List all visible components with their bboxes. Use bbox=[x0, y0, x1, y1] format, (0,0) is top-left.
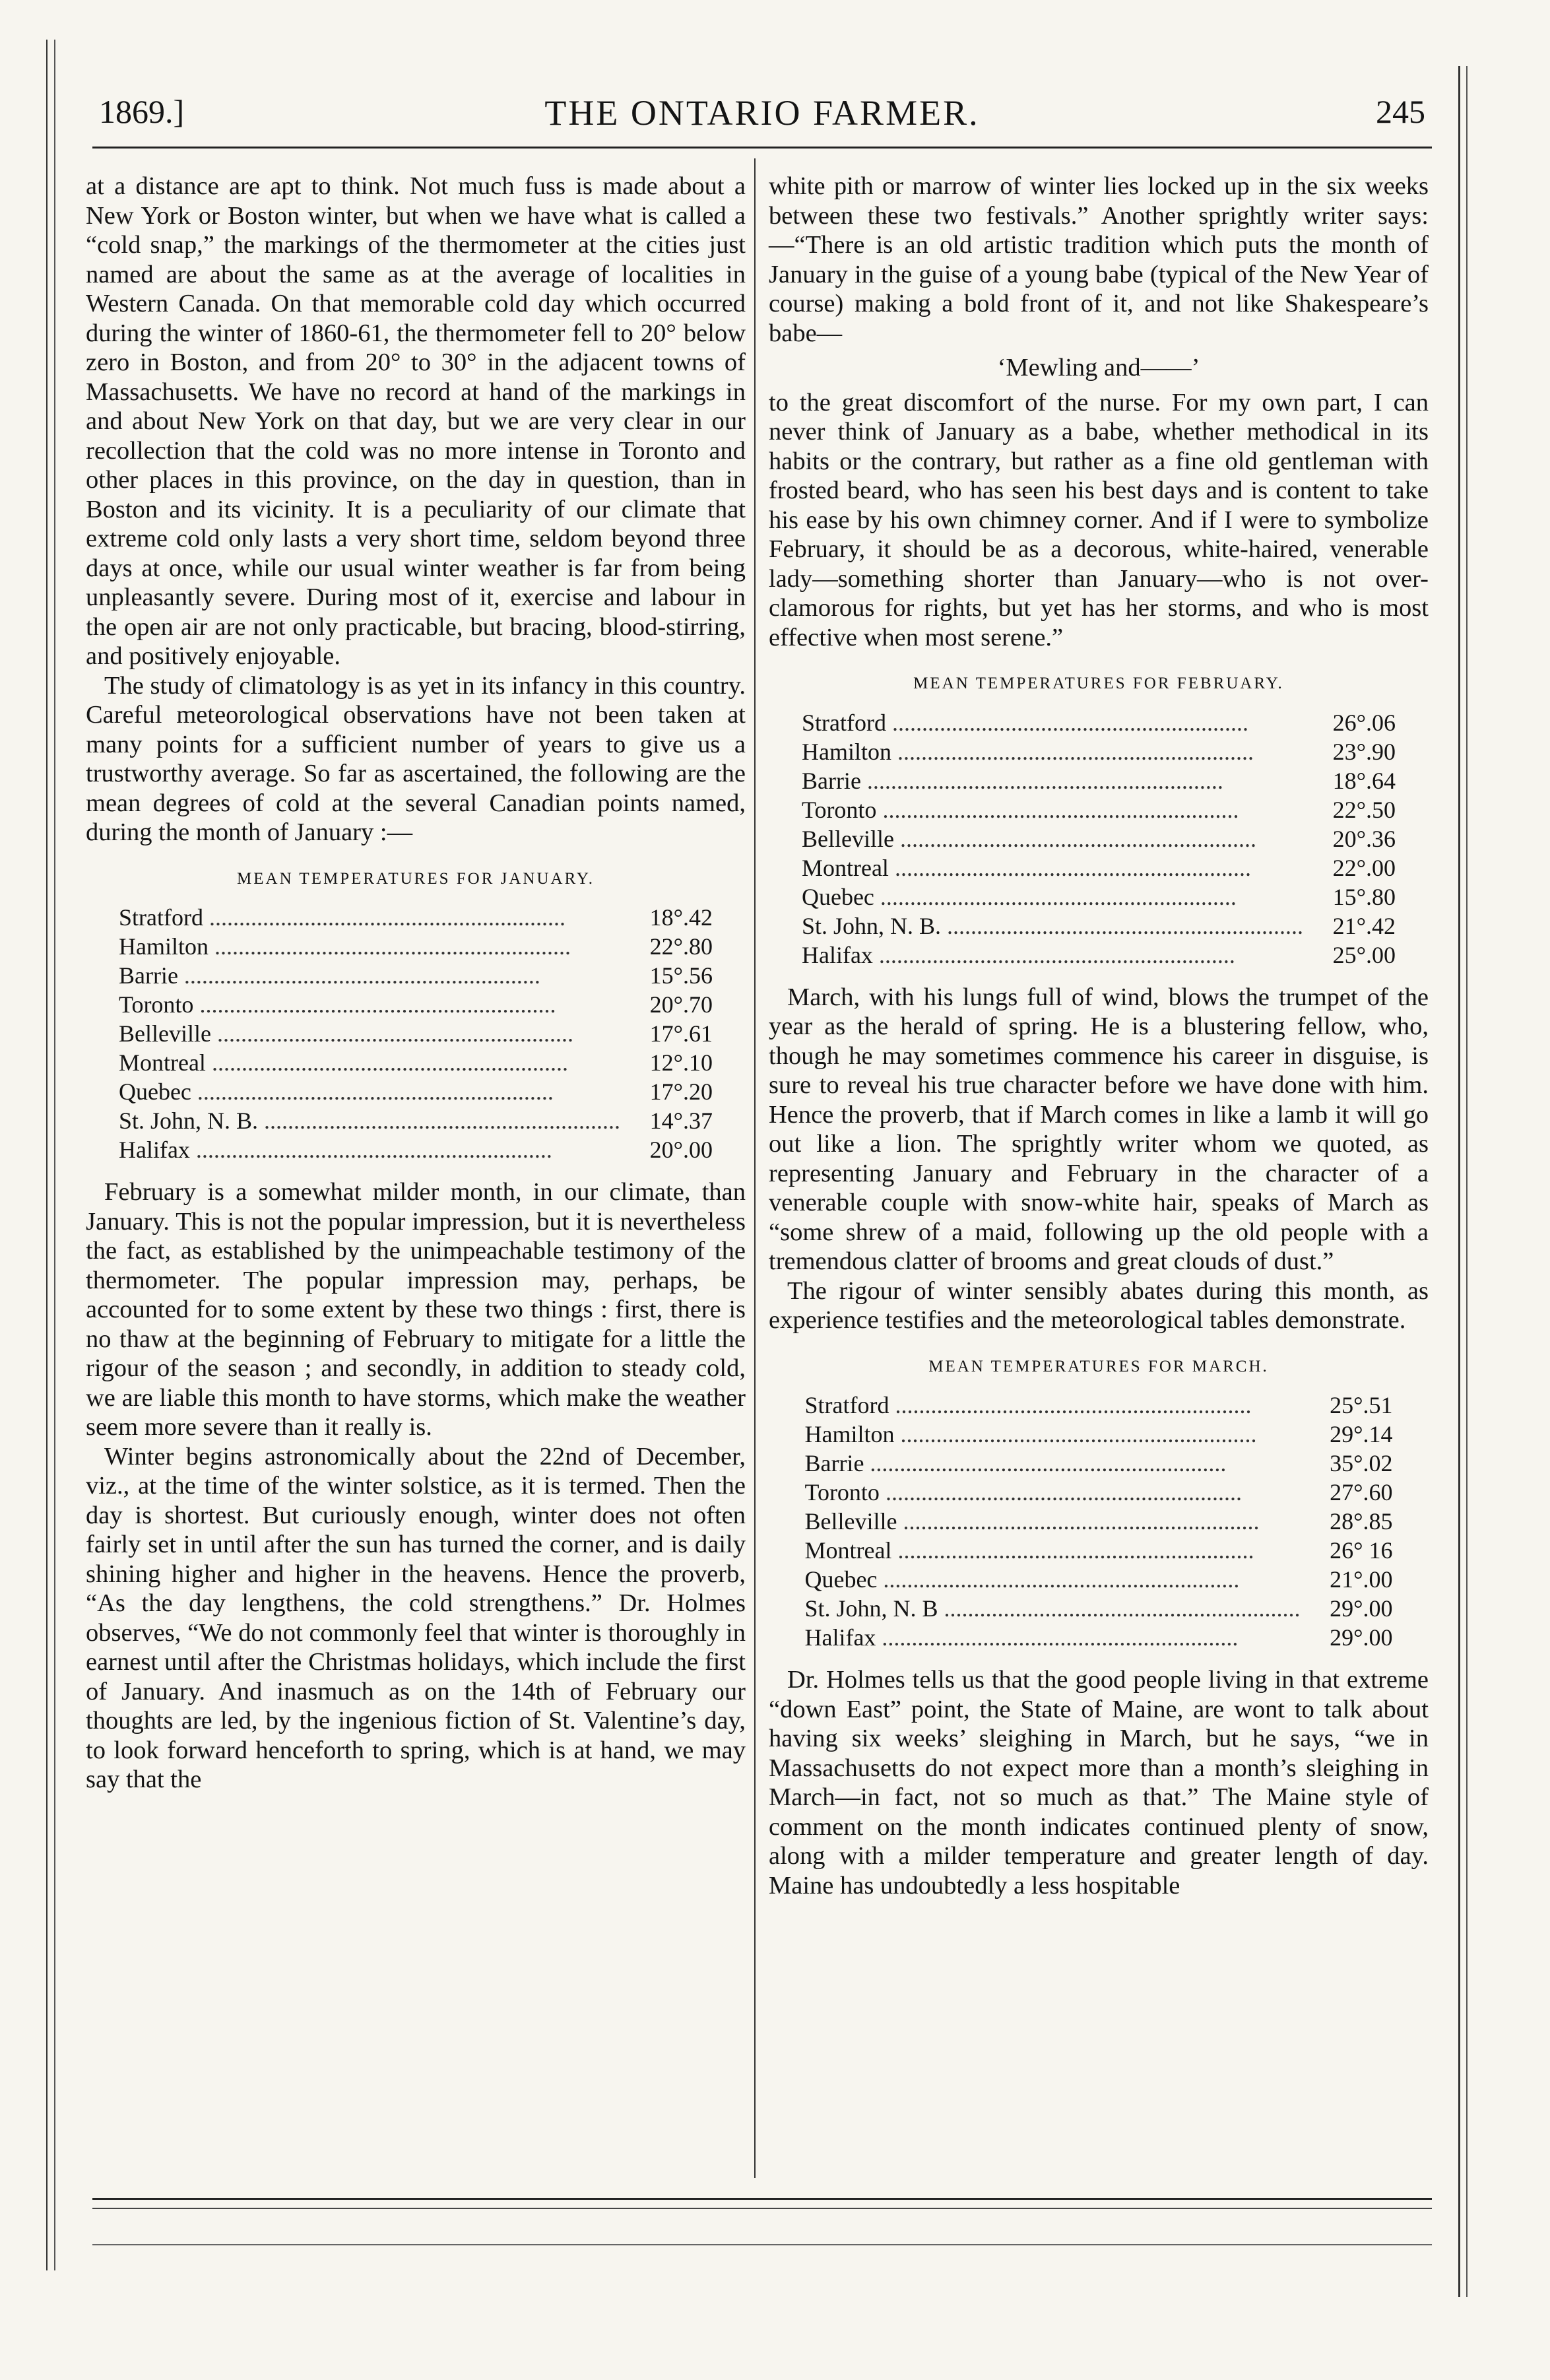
temperature-value: 15°.56 bbox=[649, 962, 713, 989]
table-row bbox=[804, 1594, 1392, 1623]
place-name: Montreal bbox=[804, 1537, 892, 1564]
leader-dots: ............................................................ bbox=[877, 1566, 1240, 1593]
footer-rule bbox=[92, 2198, 1432, 2200]
temperature-value: 25°.00 bbox=[1332, 941, 1396, 968]
temperature-value: 22°.50 bbox=[1332, 796, 1396, 823]
leader-dots: ............................................................ bbox=[941, 912, 1304, 939]
place-name: Toronto bbox=[118, 991, 194, 1018]
place-name: Belleville bbox=[118, 1020, 211, 1047]
table-row bbox=[802, 708, 1396, 737]
table-row bbox=[804, 1478, 1392, 1507]
place-cell bbox=[804, 1478, 1300, 1507]
temperature-value: 17°.61 bbox=[649, 1020, 713, 1047]
table-row bbox=[804, 1391, 1392, 1420]
leader-dots: ............................................................ bbox=[210, 1020, 573, 1047]
place-name: Montreal bbox=[801, 854, 889, 881]
table-row bbox=[802, 824, 1396, 853]
place-cell bbox=[804, 1623, 1300, 1652]
temperature-value: 27°.60 bbox=[1330, 1479, 1393, 1505]
right-column bbox=[769, 172, 1429, 1900]
temperature-value: 25°.51 bbox=[1330, 1392, 1393, 1418]
footer-rule-lower bbox=[92, 2244, 1432, 2245]
outer-rule-left bbox=[46, 40, 48, 2270]
temperature-value: 22°.80 bbox=[649, 933, 713, 960]
leader-dots: ............................................................ bbox=[189, 1137, 552, 1163]
place-cell bbox=[119, 1135, 620, 1164]
place-name: Halifax bbox=[118, 1137, 190, 1163]
place-name: Toronto bbox=[804, 1479, 880, 1505]
march-temperature-table bbox=[804, 1391, 1392, 1652]
header-rule bbox=[92, 147, 1432, 149]
february-table-title: MEAN TEMPERATURES FOR FEBRUARY. bbox=[913, 675, 1284, 692]
table-row bbox=[802, 795, 1396, 824]
place-cell bbox=[804, 1391, 1300, 1420]
leader-dots: ............................................................ bbox=[876, 1624, 1239, 1651]
place-name: Hamilton bbox=[804, 1421, 895, 1447]
place-cell bbox=[804, 1507, 1300, 1536]
table-row bbox=[804, 1507, 1392, 1536]
table-row bbox=[802, 853, 1396, 882]
table-row bbox=[802, 766, 1396, 795]
table-row bbox=[119, 1077, 713, 1106]
place-cell bbox=[804, 1449, 1300, 1478]
place-cell bbox=[119, 1106, 620, 1135]
left-paragraph-4: Winter begins astronomically about the 22nd of December, viz., at the time of the winter solstice, as it is termed. Then the day is shortest. But curiously enough, winter does not often fairly set in until after the sun has turned the corner, and is daily shining higher and higher in the heavens. Hence the proverb, “As the day lengthens, the cold strengthens.” Dr. Holmes observes, “We do not commonly feel that winter is thoroughly in earnest until after the Christmas holidays, which include the first of January. And inasmuch as on the 14th of February our thoughts are led, by the ingenious fiction of St. Valentine’s day, to look forward henceforth to spring, which is at hand, we may say that the bbox=[86, 1442, 746, 1793]
leader-dots: ............................................................ bbox=[203, 904, 565, 931]
leader-dots: ............................................................ bbox=[208, 933, 571, 960]
place-name: Montreal bbox=[118, 1049, 206, 1076]
place-name: Stratford bbox=[804, 1392, 889, 1418]
table-row bbox=[804, 1565, 1392, 1594]
march-table-title: MEAN TEMPERATURES FOR MARCH. bbox=[928, 1357, 1269, 1375]
right-paragraph-3: March, with his lungs full of wind, blows the trumpet of the year as the herald of spring. He is a blustering fellow, who, though he may sometimes commence his career in disguise, is sure to reveal his true character before we have done with him. Hence the proverb, that if March comes in like a lamb it will go out like a lion. The sprightly writer whom we quoted, as representing January and February in the character of a venerable couple with snow-white hair, speaks of March as “some shrew of a maid, following up the old people with a tremendous clatter of brooms and great clouds of dust.” bbox=[769, 983, 1429, 1275]
leader-dots: ............................................................ bbox=[193, 991, 556, 1018]
place-name: Stratford bbox=[801, 709, 886, 736]
place-name: Toronto bbox=[801, 796, 877, 823]
place-name: Quebec bbox=[118, 1078, 191, 1105]
place-name: Barrie bbox=[118, 962, 178, 989]
leader-dots: ............................................................ bbox=[891, 1537, 1254, 1564]
column-divider bbox=[754, 158, 756, 2178]
place-cell bbox=[802, 824, 1303, 853]
right-paragraph-1: white pith or marrow of winter lies locked up in the six weeks between these two festivals.” Another sprightly writer says:—“There is an old artistic tradition which puts the month of January in the guise of a young babe (typical of the New Year of course) making a bold front of it, and not like Shakespeare’s babe— bbox=[769, 172, 1429, 347]
header-page-number: 245 bbox=[1376, 93, 1425, 130]
leader-dots: ............................................................ bbox=[889, 1392, 1252, 1418]
place-cell bbox=[802, 795, 1303, 824]
table-row bbox=[804, 1420, 1392, 1449]
place-cell bbox=[802, 737, 1303, 766]
place-name: Quebec bbox=[804, 1566, 878, 1593]
place-cell bbox=[802, 882, 1303, 911]
place-name: Barrie bbox=[801, 767, 861, 794]
place-cell bbox=[802, 708, 1303, 737]
footer-rule-inner bbox=[92, 2208, 1432, 2209]
temperature-value: 20°.36 bbox=[1332, 825, 1396, 852]
temperature-value: 14°.37 bbox=[649, 1107, 713, 1134]
left-paragraph-2: The study of climatology is as yet in its infancy in this country. Careful meteorological observations have not been taken at many points for a sufficient number of years to give us a trustworthy average. So far as ascertained, the following are the mean degrees of cold at the several Canadian points named, during the month of January :— bbox=[86, 671, 746, 846]
place-cell bbox=[119, 990, 620, 1019]
place-name: Barrie bbox=[804, 1450, 864, 1476]
temperature-value: 28°.85 bbox=[1330, 1508, 1393, 1535]
right-paragraph-5: Dr. Holmes tells us that the good people living in that extreme “down East” point, the State of Maine, are wont to talk about having six weeks’ sleighing in March, but he says, “we in Massachusetts do not expect more than a month’s sleighing in March—in fact, not so much as that.” The Maine style of comment on the month indicates continued plenty of snow, along with a milder temperature and greater length of day. Maine has undoubtedly a less hospitable bbox=[769, 1666, 1429, 1900]
right-paragraph-4: The rigour of winter sensibly abates during this month, as experience testifies and the meteorological tables demonstrate. bbox=[769, 1276, 1429, 1334]
place-name: Stratford bbox=[118, 904, 203, 931]
place-cell bbox=[804, 1420, 1300, 1449]
temperature-value: 20°.70 bbox=[649, 991, 713, 1018]
temperature-value: 29°.14 bbox=[1330, 1421, 1393, 1447]
left-column bbox=[86, 172, 746, 1795]
leader-dots: ............................................................ bbox=[886, 709, 1248, 736]
place-cell bbox=[119, 1077, 620, 1106]
leader-dots: ............................................................ bbox=[872, 941, 1235, 968]
leader-dots: ............................................................ bbox=[191, 1078, 554, 1105]
place-cell bbox=[119, 903, 620, 932]
temperature-value: 29°.00 bbox=[1330, 1595, 1393, 1622]
table-row bbox=[802, 882, 1396, 911]
place-name: Halifax bbox=[804, 1624, 876, 1651]
page-header bbox=[92, 86, 1432, 145]
table-row bbox=[802, 941, 1396, 970]
table-row bbox=[119, 961, 713, 990]
temperature-value: 35°.02 bbox=[1330, 1450, 1393, 1476]
temperature-value: 17°.20 bbox=[649, 1078, 713, 1105]
place-name: St. John, N. B. bbox=[118, 1107, 259, 1134]
leader-dots: ............................................................ bbox=[879, 1479, 1242, 1505]
table-row bbox=[119, 1135, 713, 1164]
place-cell bbox=[119, 961, 620, 990]
leader-dots: ............................................................ bbox=[874, 883, 1237, 910]
table-row bbox=[804, 1536, 1392, 1565]
table-row bbox=[802, 737, 1396, 766]
table-row bbox=[119, 1106, 713, 1135]
verse-quote: ‘Mewling and——’ bbox=[997, 354, 1200, 381]
place-name: Belleville bbox=[801, 825, 894, 852]
place-cell bbox=[804, 1594, 1300, 1623]
outer-rule-left-inner bbox=[54, 40, 55, 2270]
leader-dots: ............................................................ bbox=[178, 962, 540, 989]
header-title: THE ONTARIO FARMER. bbox=[544, 93, 980, 133]
leader-dots: ............................................................ bbox=[893, 825, 1256, 852]
place-name: Quebec bbox=[801, 883, 874, 910]
outer-rule-right-inner bbox=[1466, 66, 1468, 2297]
place-name: Belleville bbox=[804, 1508, 897, 1535]
temperature-value: 18°.42 bbox=[649, 904, 713, 931]
leader-dots: ............................................................ bbox=[894, 1421, 1257, 1447]
place-cell bbox=[119, 1048, 620, 1077]
leader-dots: ............................................................ bbox=[860, 767, 1223, 794]
temperature-value: 15°.80 bbox=[1332, 883, 1396, 910]
place-cell bbox=[119, 1019, 620, 1048]
leader-dots: ............................................................ bbox=[888, 854, 1251, 881]
leader-dots: ............................................................ bbox=[938, 1595, 1301, 1622]
temperature-value: 26° 16 bbox=[1330, 1537, 1393, 1564]
outer-rule-right bbox=[1458, 66, 1460, 2297]
january-table-title: MEAN TEMPERATURES FOR JANUARY. bbox=[237, 869, 595, 888]
place-name: St. John, N. B bbox=[804, 1595, 938, 1622]
temperature-value: 21°.00 bbox=[1330, 1566, 1393, 1593]
place-cell bbox=[802, 766, 1303, 795]
place-cell bbox=[804, 1565, 1300, 1594]
table-row bbox=[804, 1449, 1392, 1478]
place-cell bbox=[119, 932, 620, 961]
leader-dots: ............................................................ bbox=[258, 1107, 621, 1134]
place-name: Halifax bbox=[801, 941, 873, 968]
place-name: Hamilton bbox=[118, 933, 209, 960]
left-paragraph-1: at a distance are apt to think. Not much fuss is made about a New York or Boston winter, but when we have what is called a “cold snap,” the markings of the thermometer at the cities just named are about the same as at the average of localities in Western Canada. On that memorable cold day which occurred during the winter of 1860-61, the thermometer fell to 20° below zero in Boston, and from 20° to 30° in the adjacent towns of Massachusetts. We have no record at hand of the markings in and about New York on that day, but we are very clear in our recollection that the cold was no more intense in Toronto and other places in this province, on the day in question, than in Boston and its vicinity. It is a peculiarity of our climate that extreme cold only lasts a very short time, seldom beyond three days at once, while our usual winter weather is far from being unpleasantly severe. During most of it, exercise and labour in the open air are not only practicable, but bracing, blood-stirring, and positively enjoyable. bbox=[86, 172, 746, 670]
place-cell bbox=[802, 853, 1303, 882]
leader-dots: ............................................................ bbox=[876, 796, 1239, 823]
place-name: St. John, N. B. bbox=[801, 912, 942, 939]
table-row bbox=[119, 903, 713, 932]
temperature-value: 23°.90 bbox=[1332, 738, 1396, 765]
table-row bbox=[802, 911, 1396, 941]
place-cell bbox=[802, 941, 1303, 970]
place-cell bbox=[802, 911, 1303, 941]
table-row bbox=[119, 932, 713, 961]
table-row bbox=[804, 1623, 1392, 1652]
place-name: Hamilton bbox=[801, 738, 891, 765]
place-cell bbox=[804, 1536, 1300, 1565]
january-temperature-table bbox=[119, 903, 713, 1164]
table-row bbox=[119, 1048, 713, 1077]
table-row bbox=[119, 1019, 713, 1048]
temperature-value: 26°.06 bbox=[1332, 709, 1396, 736]
right-paragraph-2: to the great discomfort of the nurse. For my own part, I can never think of January as a babe, whether methodical in its habits or the contrary, but rather as a fine old gentleman with frosted beard, who has seen his best days and is content to take his ease by his own chimney corner. And if I were to symbolize February, it should be as a decorous, white-haired, venerable lady—something shorter than January—who is not over-clamorous for rights, but yet has her storms, and who is most effective when most serene.” bbox=[769, 388, 1429, 651]
temperature-value: 21°.42 bbox=[1332, 912, 1396, 939]
leader-dots: ............................................................ bbox=[897, 1508, 1260, 1535]
temperature-value: 22°.00 bbox=[1332, 854, 1396, 881]
table-row bbox=[119, 990, 713, 1019]
leader-dots: ............................................................ bbox=[864, 1450, 1227, 1476]
temperature-value: 12°.10 bbox=[649, 1049, 713, 1076]
temperature-value: 20°.00 bbox=[649, 1137, 713, 1163]
left-paragraph-3: February is a somewhat milder month, in our climate, than January. This is not the popular impression, but it is nevertheless the fact, as established by the unimpeachable testimony of the thermometer. The popular impression may, perhaps, be accounted for to some extent by these two things : first, there is no thaw at the beginning of February to mitigate for a little the rigour of the season ; and secondly, in addition to steady cold, we are liable this month to have storms, which make the weather seem more severe than it really is. bbox=[86, 1178, 746, 1441]
header-year: 1869.] bbox=[99, 93, 185, 130]
temperature-value: 29°.00 bbox=[1330, 1624, 1393, 1651]
leader-dots: ............................................................ bbox=[891, 738, 1254, 765]
february-temperature-table bbox=[802, 708, 1396, 970]
leader-dots: ............................................................ bbox=[205, 1049, 568, 1076]
temperature-value: 18°.64 bbox=[1332, 767, 1396, 794]
